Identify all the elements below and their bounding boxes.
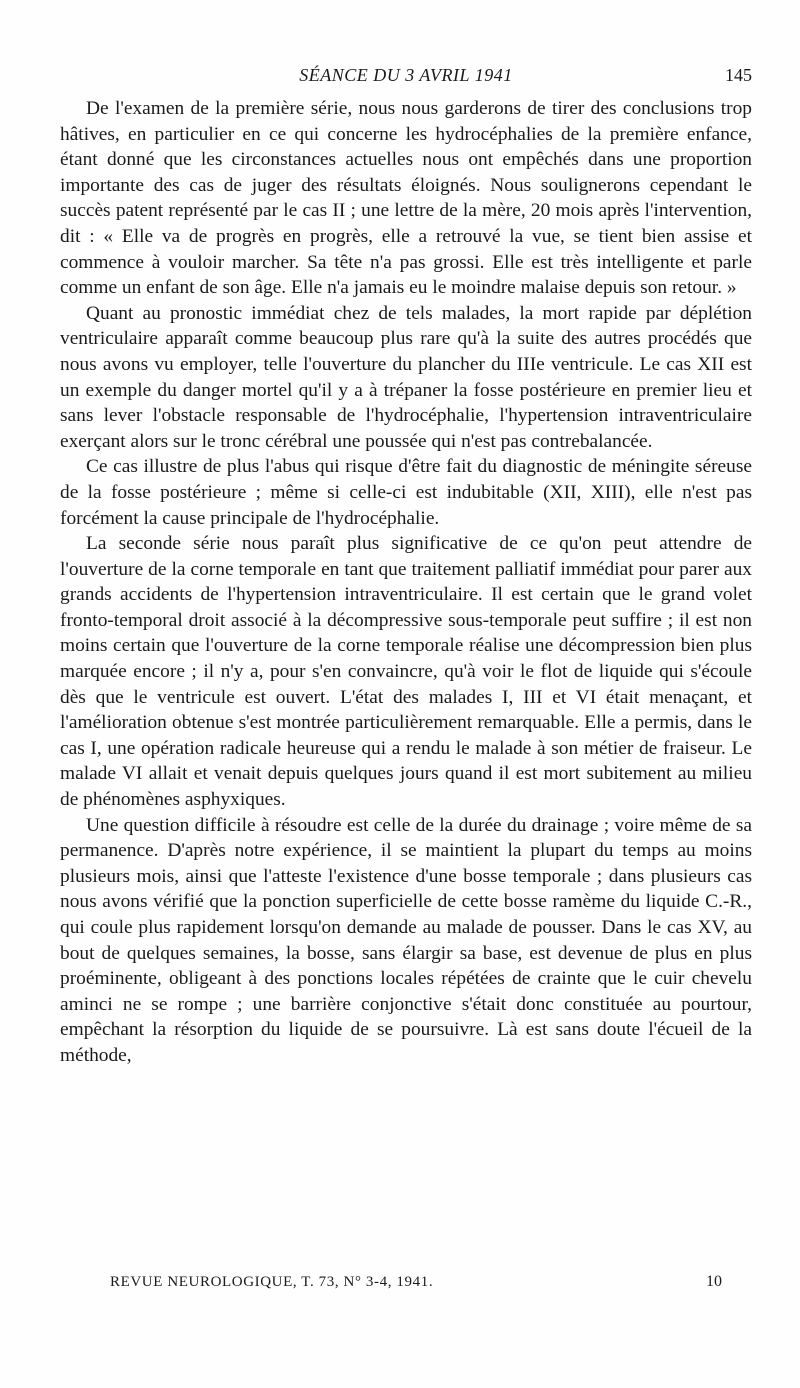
paragraph: Quant au pronostic immédiat chez de tels malades, la mort rapide par déplétion ventriculaire apparaît comme beaucoup plus rare qu'à la suite des autres procédés que nous avons vu employer, telle l'ouverture du plancher du IIIe ventricule. Le cas XII est un exemple du danger mortel qu'il y a à trépaner la fosse postérieure en premier lieu et sans lever l'obstacle responsable de l'hydrocéphalie, l'hypertension intraventriculaire exerçant alors sur le tronc cérébral une poussée qui n'est pas contrebalancée. xyxy=(60,302,752,452)
paragraph: La seconde série nous paraît plus significative de ce qu'on peut attendre de l'ouverture de la corne temporale en tant que traitement palliatif immédiat pour parer aux grands accidents de l'hypertension intraventriculaire. Il est certain que le grand volet fronto-temporal droit associé à la décompressive sous-temporale peut suffire ; il est non moins certain que l'ouverture de la corne temporale réalise une décompression bien plus marquée encore ; il n'y a, pour s'en convaincre, qu'à voir le flot de liquide qui s'écoule dès que le ventricule est ouvert. L'état des malades I, III et VI était menaçant, et l'amélioration obtenue s'est montrée particulièrement remarquable. Elle a permis, dans le cas I, une opération radicale heureuse qui a rendu le malade à son métier de fraiseur. Le malade VI allait et venait depuis quelques jours quand il est mort subitement au milieu de phénomènes asphyxiques. xyxy=(60,533,752,811)
paragraph: Une question difficile à résoudre est celle de la durée du drainage ; voire même de sa permanence. D'après notre expérience, il se maintient la plupart du temps au moins plusieurs mois, ainsi que l'atteste l'existence d'une bosse temporale ; dans plusieurs cas nous avons vérifié que la ponction superficielle de cette bosse ramème du liquide C.-R., qui coule plus rapidement lorsqu'on demande au malade de pousser. Dans le cas XV, au bout de quelques semaines, la bosse, sans élargir sa base, est devenue de plus en plus proéminente, obligeant à des ponctions locales répétées de crainte que le cuir chevelu aminci ne se rompe ; une barrière conjonctive s'était donc constituée au pourtour, empêchant la résorption du liquide de se poursuivre. Là est sans doute l'écueil de la méthode, xyxy=(60,814,752,1066)
running-title: SÉANCE DU 3 AVRIL 1941 xyxy=(299,65,513,85)
page-footer xyxy=(110,1270,722,1294)
paragraph: Ce cas illustre de plus l'abus qui risque d'être fait du diagnostic de méningite séreuse de la fosse postérieure ; même si celle-ci est indubitable (XII, XIII), elle n'est pas forcément la cause principale de l'hydrocéphalie. xyxy=(60,456,752,529)
body-text xyxy=(60,96,752,1069)
page-number: 145 xyxy=(725,65,752,85)
running-head xyxy=(60,60,752,90)
paragraph: De l'examen de la première série, nous nous garderons de tirer des conclusions trop hâtives, en particulier en ce qui concerne les hydrocéphalies de la première enfance, étant donné que les circonstances actuelles nous ont empêchés dans une proportion importante des cas de juger des résultats éloignés. Nous soulignerons cependant le succès patent représenté par le cas II ; une lettre de la mère, 20 mois après l'intervention, dit : « Elle va de progrès en progrès, elle a retrouvé la vue, se tient bien assise et commence à vouloir marcher. Sa tête n'a pas grossi. Elle est très intelligente et parle comme un enfant de son âge. Elle n'a jamais eu le moindre malaise depuis son retour. » xyxy=(60,98,752,299)
signature-mark: 10 xyxy=(706,1273,722,1290)
journal-citation: REVUE NEUROLOGIQUE, T. 73, N° 3-4, 1941. xyxy=(110,1274,434,1290)
